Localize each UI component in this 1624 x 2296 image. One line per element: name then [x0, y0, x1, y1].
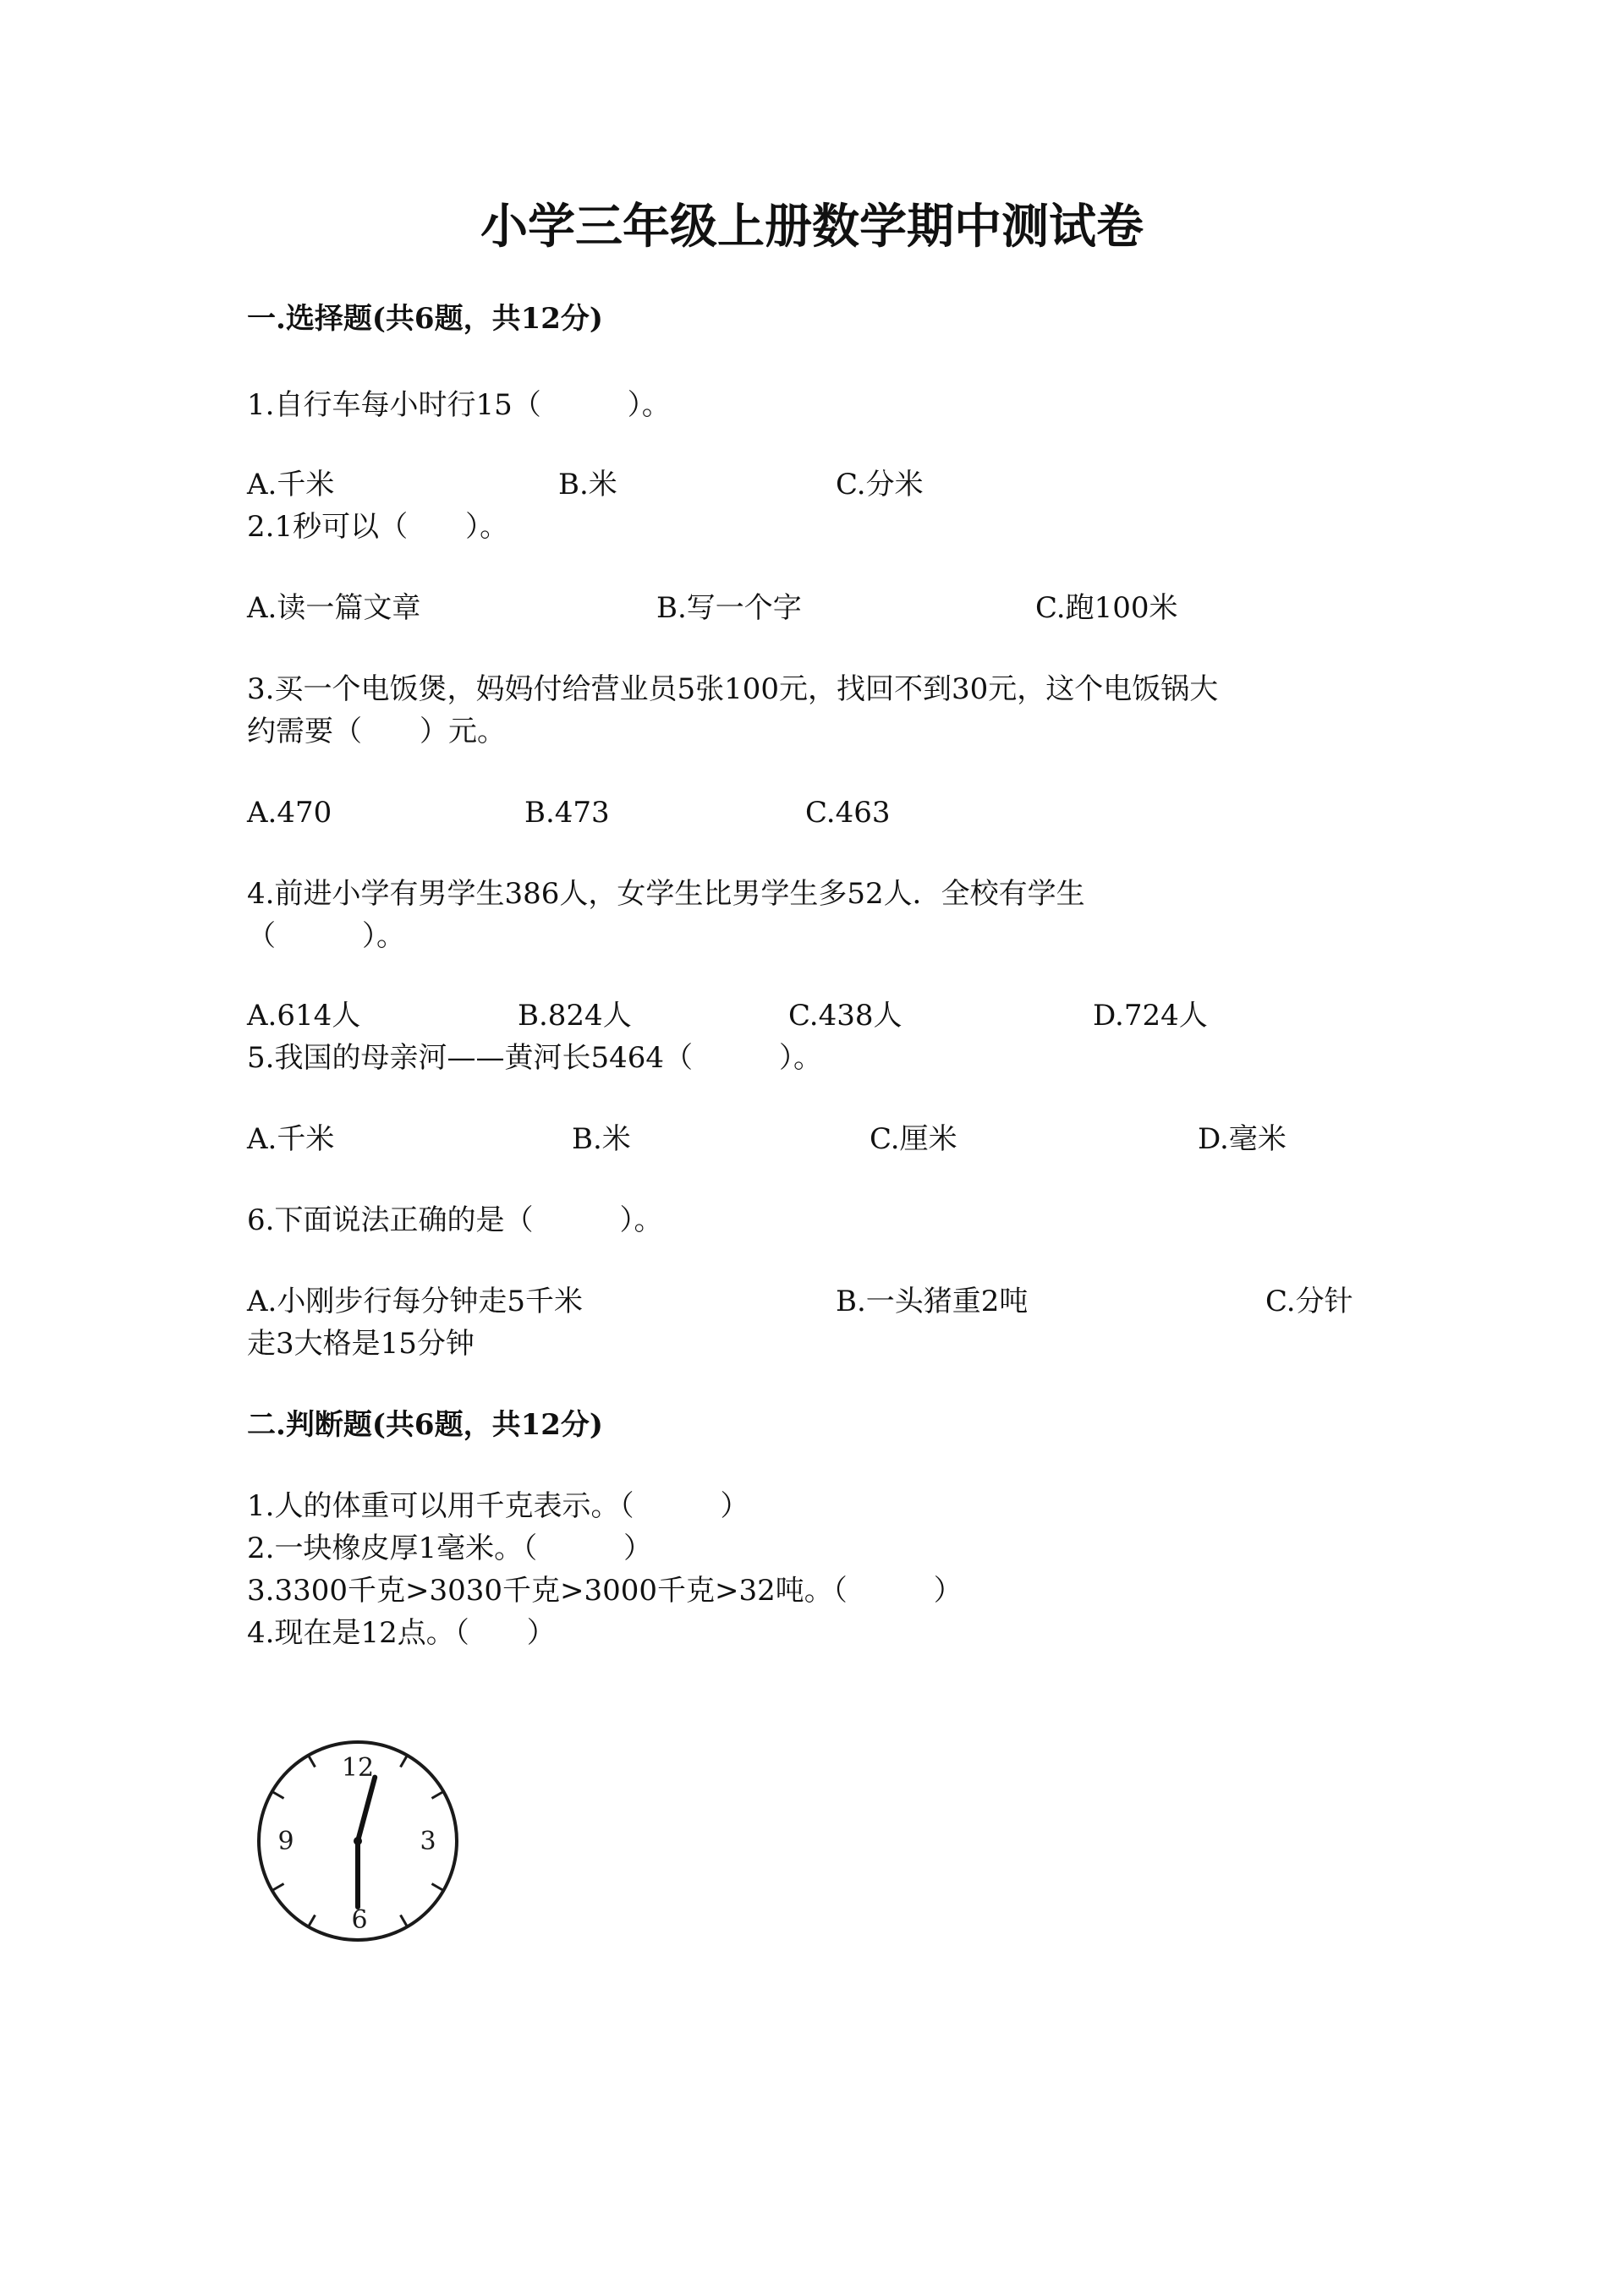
judgement-2: 2.一块橡皮厚1毫米。（ ）	[247, 1532, 653, 1565]
question-5-option-b: B.米	[572, 1122, 631, 1156]
question-2-option-a: A.读一篇文章	[247, 591, 421, 625]
question-1-option-a: A.千米	[247, 468, 335, 501]
question-5-stem: 5.我国的母亲河——黄河长5464（ ）。	[247, 1041, 822, 1075]
question-1-option-b: B.米	[558, 468, 617, 501]
judgement-1: 1.人的体重可以用千克表示。（ ）	[247, 1489, 749, 1523]
clock-tick	[309, 1756, 315, 1767]
question-3-stem-line-1: 3.买一个电饭煲，妈妈付给营业员5张100元，找回不到30元，这个电饭锅大	[247, 672, 1219, 706]
question-2-option-c: C.跑100米	[1035, 591, 1178, 625]
question-3-stem-line-2: 约需要（ ）元。	[247, 715, 506, 748]
page-title: 小学三年级上册数学期中测试卷	[480, 199, 1144, 255]
clock-tick	[309, 1915, 315, 1926]
question-4-option-a: A.614人	[247, 999, 361, 1033]
question-5-option-a: A.千米	[247, 1122, 335, 1156]
judgement-3: 3.3300千克>3030千克>3000千克>32吨。（ ）	[247, 1574, 963, 1608]
question-4-stem-line-2: （ ）。	[247, 919, 405, 953]
clock-label-9: 9	[277, 1827, 294, 1856]
clock-tick	[401, 1756, 408, 1767]
clock-label-3: 3	[420, 1827, 436, 1856]
clock-center	[354, 1837, 362, 1845]
clock-tick	[272, 1792, 284, 1799]
section-heading-choice: 一.选择题(共6题，共12分)	[247, 302, 603, 336]
judgement-4: 4.现在是12点。（ ）	[247, 1616, 556, 1650]
question-2-option-b: B.写一个字	[656, 591, 802, 625]
question-5-option-c: C.厘米	[870, 1122, 957, 1156]
question-3-option-a: A.470	[247, 796, 332, 830]
question-3-option-b: B.473	[524, 796, 610, 830]
question-6-option-b: B.一头猪重2吨	[836, 1285, 1029, 1318]
clock-label-12: 12	[341, 1753, 375, 1783]
question-4-stem-line-1: 4.前进小学有男学生386人，女学生比男学生多52人．全校有学生	[247, 877, 1085, 911]
question-2-stem: 2.1秒可以（ ）。	[247, 510, 509, 544]
clock-face-icon	[252, 1735, 464, 1947]
clock-tick	[431, 1792, 443, 1799]
question-6-option-c: C.分针	[1265, 1285, 1353, 1318]
clock-hour-hand	[358, 1778, 375, 1841]
clock-tick	[401, 1915, 408, 1926]
question-6-option-c-continued: 走3大格是15分钟	[247, 1327, 475, 1361]
question-4-option-b: B.824人	[518, 999, 632, 1033]
question-3-option-c: C.463	[805, 796, 891, 830]
question-4-option-c: C.438人	[788, 999, 903, 1033]
question-5-option-d: D.毫米	[1198, 1122, 1287, 1156]
section-heading-judgement: 二.判断题(共6题，共12分)	[247, 1408, 603, 1442]
question-1-stem: 1.自行车每小时行15（ ）。	[247, 388, 671, 422]
question-6-option-a: A.小刚步行每分钟走5千米	[247, 1285, 583, 1318]
question-1-option-c: C.分米	[836, 468, 924, 501]
clock-tick	[272, 1884, 284, 1891]
question-6-stem: 6.下面说法正确的是（ ）。	[247, 1203, 663, 1237]
clock-label-6: 6	[351, 1905, 368, 1935]
clock-tick	[431, 1884, 443, 1891]
question-4-option-d: D.724人	[1093, 999, 1208, 1033]
